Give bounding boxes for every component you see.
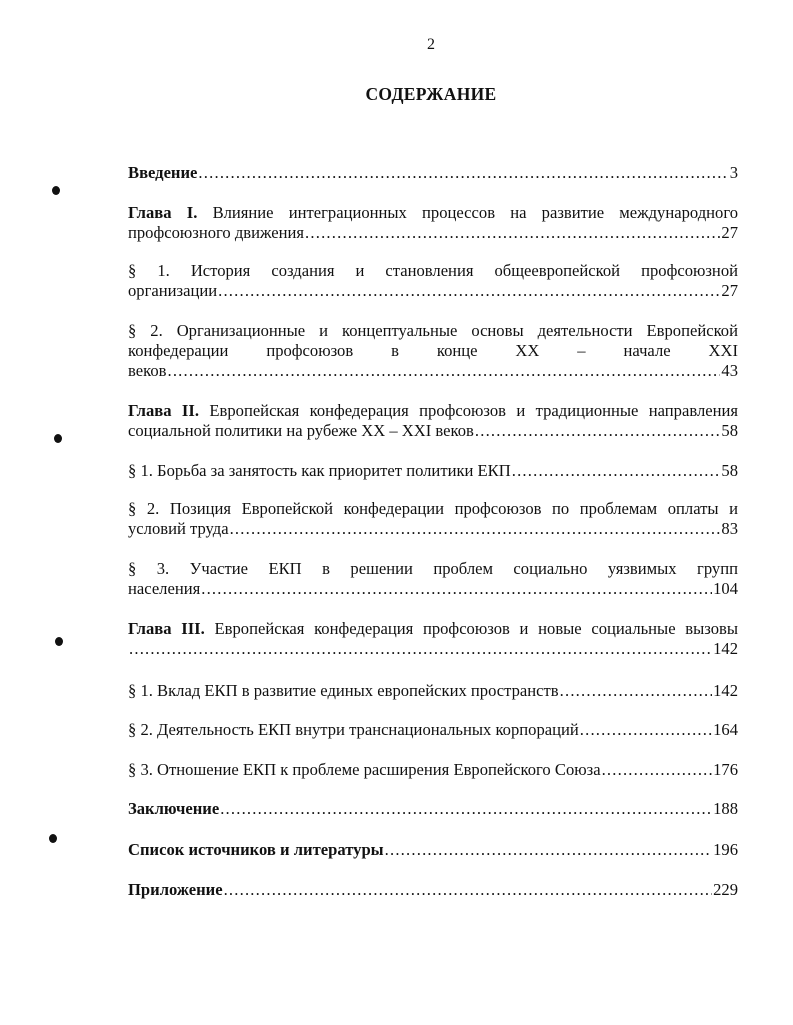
- toc-entry-heading: Введение: [128, 163, 198, 182]
- toc-entry-line: [128, 261, 738, 281]
- dot-leader: [167, 361, 720, 381]
- toc-entry-label: [128, 281, 217, 301]
- toc-entry-last-line: [128, 720, 738, 740]
- toc-entry-label: [128, 579, 200, 599]
- toc-entry-label: [128, 681, 559, 701]
- toc-entry-text: § 1. Вклад ЕКП в развитие единых европейских пространств: [128, 681, 559, 700]
- toc-entry-line: [128, 499, 738, 519]
- toc-entry: [128, 321, 738, 381]
- toc-entry-last-line: [128, 579, 738, 599]
- toc-page-number: 229: [713, 880, 738, 899]
- toc-page-number: 83: [721, 519, 738, 538]
- toc-entry-label: [128, 421, 474, 441]
- toc-page-number: 58: [721, 421, 738, 440]
- toc-entry-text: конфедерации профсоюзов в конце XX – начале XXI: [128, 341, 738, 360]
- punch-hole-mark: [55, 637, 63, 646]
- toc-entry: [128, 619, 738, 659]
- toc-entry-last-line: [128, 799, 738, 819]
- dot-leader: [220, 799, 712, 819]
- toc-entry-text: § 3. Участие ЕКП в решении проблем социально уязвимых групп: [128, 559, 738, 578]
- dot-leader: [305, 223, 720, 243]
- toc-entry-line: [128, 559, 738, 579]
- toc-entry-last-line: [128, 760, 738, 780]
- toc-entry-text: населения: [128, 579, 201, 598]
- toc-entry: [128, 499, 738, 539]
- toc-entry-label: [128, 799, 219, 819]
- toc-entry-label: [128, 163, 197, 183]
- dot-leader: [129, 639, 712, 659]
- toc-entry-line: [128, 341, 738, 361]
- dot-leader: [224, 880, 713, 900]
- toc-entry-last-line: [128, 840, 738, 860]
- toc-entry-label: [128, 760, 601, 780]
- dot-leader: [512, 461, 721, 481]
- toc-page-number: 188: [713, 799, 738, 818]
- toc-page-number: 142: [713, 681, 738, 700]
- toc-entry-heading: Глава III.: [128, 619, 205, 638]
- dot-leader: [201, 579, 712, 599]
- toc-entry-text: профсоюзного движения: [128, 223, 305, 242]
- dot-leader: [218, 281, 720, 301]
- toc-entry-label: [128, 880, 223, 900]
- toc-entry-text: § 2. Организационные и концептуальные основы деятельности Европейской: [128, 321, 738, 340]
- toc-page-number: 43: [721, 361, 738, 380]
- toc-title: СОДЕРЖАНИЕ: [365, 84, 497, 104]
- toc-entry-text: условий труда: [128, 519, 229, 538]
- toc-entry-text: социальной политики на рубеже XX – XXI веков: [128, 421, 474, 440]
- toc-entry-text: Влияние интеграционных процессов на развитие международного: [212, 203, 739, 222]
- punch-hole-mark: [52, 186, 60, 195]
- toc-entry: [128, 461, 738, 481]
- toc-entry-text: § 1. Борьба за занятость как приоритет политики ЕКП: [128, 461, 511, 480]
- toc-entry-line: [128, 619, 738, 639]
- toc-entry-last-line: [128, 880, 738, 900]
- dot-leader: [198, 163, 728, 183]
- dot-leader: [560, 681, 712, 701]
- toc-entry-last-line: [128, 681, 738, 701]
- punch-hole-mark: [54, 434, 62, 443]
- toc-entry-label: [128, 361, 166, 381]
- toc-entry-heading: Приложение: [128, 880, 223, 899]
- toc-page-number: 27: [721, 223, 738, 242]
- toc-entry: [128, 681, 738, 701]
- toc-page-number: 142: [713, 639, 738, 658]
- toc-entry-last-line: [128, 361, 738, 381]
- toc-entry: [128, 720, 738, 740]
- toc-entry-last-line: [128, 461, 738, 481]
- toc-entry-heading: Глава II.: [128, 401, 199, 420]
- toc-entry: [128, 840, 738, 860]
- toc-entry-label: [128, 720, 579, 740]
- dot-leader: [602, 760, 713, 780]
- toc-entry: [128, 261, 738, 301]
- toc-page-number: 3: [729, 163, 738, 182]
- toc-entry-text: организации: [128, 281, 218, 300]
- toc-entry-label: [128, 223, 304, 243]
- toc-entry-text: веков: [128, 361, 167, 380]
- toc-entry-last-line: [128, 281, 738, 301]
- toc-entry: [128, 880, 738, 900]
- toc-entry-label: [128, 461, 511, 481]
- dot-leader: [385, 840, 712, 860]
- toc-entry-line: [128, 401, 738, 421]
- toc-entry: [128, 401, 738, 441]
- toc-page-number: 196: [713, 840, 738, 859]
- toc-page-number: 164: [713, 720, 738, 739]
- toc-entry: [128, 559, 738, 599]
- toc-entry-last-line: [128, 639, 738, 659]
- toc-entry-text: § 1. История создания и становления общеевропейской профсоюзной: [128, 261, 738, 280]
- toc-entry-text: Европейская конфедерация профсоюзов и новые социальные вызовы: [214, 619, 738, 638]
- toc-page-number: 58: [721, 461, 738, 480]
- toc-entry-last-line: [128, 421, 738, 441]
- toc-entry-label: [128, 840, 384, 860]
- toc-entry-text: § 2. Позиция Европейской конфедерации профсоюзов по проблемам оплаты и: [128, 499, 738, 518]
- page-number: 2: [427, 36, 435, 53]
- punch-hole-mark: [49, 834, 57, 843]
- toc-entry: [128, 799, 738, 819]
- toc-entry-last-line: [128, 163, 738, 183]
- toc-entry-label: [128, 519, 229, 539]
- toc-entry-text: § 2. Деятельность ЕКП внутри транснациональных корпораций: [128, 720, 579, 739]
- dot-leader: [580, 720, 712, 740]
- toc-entry-heading: Глава I.: [128, 203, 198, 222]
- toc-entry-line: [128, 321, 738, 341]
- toc-entry-last-line: [128, 223, 738, 243]
- toc-entry: [128, 203, 738, 243]
- toc-entry-heading: Список источников и литературы: [128, 840, 384, 859]
- toc-entry: [128, 760, 738, 780]
- toc-page-number: 104: [713, 579, 738, 598]
- toc-entry-last-line: [128, 519, 738, 539]
- toc-page-number: 27: [721, 281, 738, 300]
- toc-entry-line: [128, 203, 738, 223]
- dot-leader: [230, 519, 721, 539]
- toc-page-number: 176: [713, 760, 738, 779]
- toc-entry-heading: Заключение: [128, 799, 220, 818]
- dot-leader: [475, 421, 721, 441]
- toc-entry-text: § 3. Отношение ЕКП к проблеме расширения Европейского Союза: [128, 760, 601, 779]
- toc-entry: [128, 163, 738, 183]
- toc-entry-text: Европейская конфедерация профсоюзов и традиционные направления: [209, 401, 739, 420]
